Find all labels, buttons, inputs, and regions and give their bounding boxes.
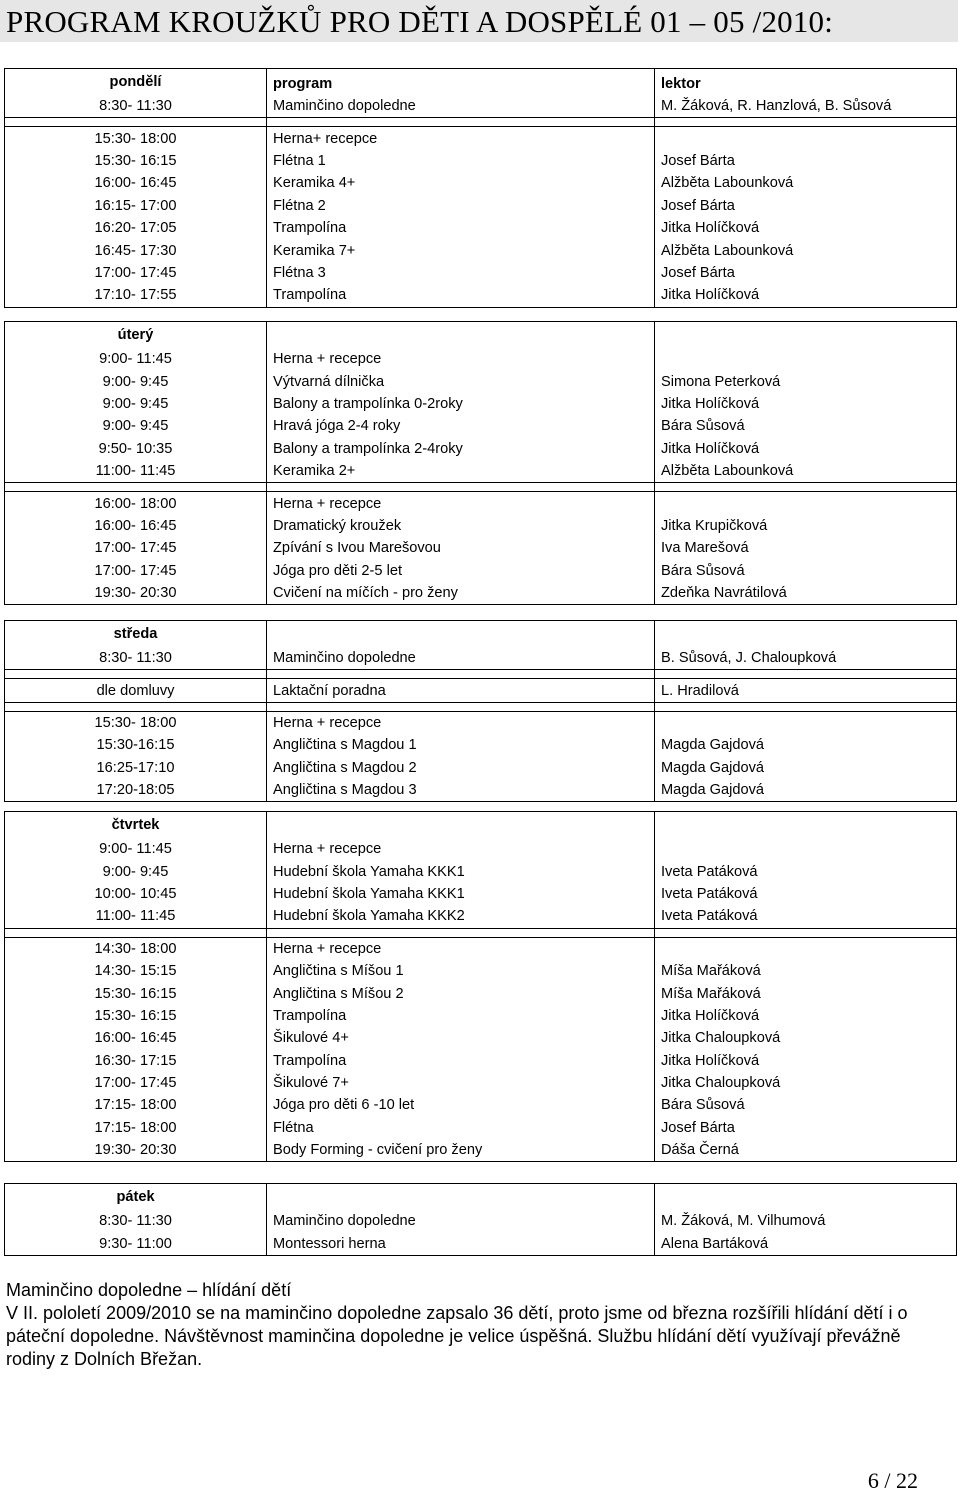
schedule-row <box>5 860 957 882</box>
lektor-cell: Zdeňka Navrátilová <box>655 582 957 605</box>
program-header <box>267 812 655 839</box>
lektor-cell: Jitka Chaloupková <box>655 1027 957 1049</box>
day-header-row <box>5 621 957 648</box>
schedule-row <box>5 734 957 756</box>
program-cell: Angličtina s Magdou 1 <box>267 734 655 756</box>
program-cell: Herna + recepce <box>267 492 655 515</box>
time-cell: 14:30- 15:15 <box>5 960 267 982</box>
lektor-cell: Bára Sůsová <box>655 1094 957 1116</box>
program-cell: Herna + recepce <box>267 348 655 370</box>
program-cell: Trampolína <box>267 284 655 307</box>
schedule-row <box>5 937 957 960</box>
lektor-cell: Josef Bárta <box>655 1117 957 1139</box>
day-name: čtvrtek <box>5 812 267 839</box>
time-cell: 17:20-18:05 <box>5 779 267 802</box>
lektor-cell: Alžběta Labounková <box>655 460 957 483</box>
page-title: PROGRAM KROUŽKŮ PRO DĚTI A DOSPĚLÉ 01 – 05 /2010: <box>6 4 834 39</box>
time-cell: 9:00- 11:45 <box>5 348 267 370</box>
time-cell: 8:30- 11:30 <box>5 1210 267 1232</box>
lektor-cell: Simona Peterková <box>655 370 957 392</box>
schedule-row <box>5 438 957 460</box>
program-cell: Herna + recepce <box>267 838 655 860</box>
lektor-cell: Josef Bárta <box>655 150 957 172</box>
program-cell: Trampolína <box>267 217 655 239</box>
day-header-row <box>5 812 957 839</box>
time-cell: 17:15- 18:00 <box>5 1117 267 1139</box>
lektor-header <box>655 621 957 648</box>
lektor-cell: Jitka Holíčková <box>655 284 957 307</box>
program-cell: Šikulové 4+ <box>267 1027 655 1049</box>
block-separator <box>5 118 957 127</box>
schedule-row <box>5 537 957 559</box>
program-cell: Hudební škola Yamaha KKK1 <box>267 860 655 882</box>
lektor-cell: M. Žáková, M. Vilhumová <box>655 1210 957 1232</box>
schedule-row <box>5 393 957 415</box>
program-cell: Jóga pro děti 6 -10 let <box>267 1094 655 1116</box>
lektor-cell: Iveta Patáková <box>655 905 957 928</box>
day-header-row <box>5 1184 957 1211</box>
block-separator <box>5 702 957 711</box>
block-separator <box>5 928 957 937</box>
program-cell: Jóga pro děti 2-5 let <box>267 560 655 582</box>
schedule-row <box>5 415 957 437</box>
program-cell: Angličtina s Míšou 1 <box>267 960 655 982</box>
time-cell: dle domluvy <box>5 679 267 702</box>
lektor-cell: Jitka Holíčková <box>655 438 957 460</box>
schedule-row <box>5 239 957 261</box>
time-cell: 19:30- 20:30 <box>5 582 267 605</box>
schedule-row <box>5 370 957 392</box>
lektor-cell <box>655 127 957 150</box>
note-body: V II. pololetí 2009/2010 se na maminčino dopoledne zapsalo 36 dětí, proto jsme od března rozšířili hlídání dětí i o páteční dopoledne. Návštěvnost maminčina dopoledne je velice úspěšná. Službu hlídání dětí využívají převážně rodiny z Dolních Břežan. <box>6 1303 908 1369</box>
lektor-cell: Alžběta Labounková <box>655 239 957 261</box>
schedule-row <box>5 348 957 370</box>
program-cell: Cvičení na míčích - pro ženy <box>267 582 655 605</box>
lektor-cell <box>655 492 957 515</box>
day-header-row <box>5 322 957 349</box>
program-cell: Flétna 2 <box>267 195 655 217</box>
schedule-row <box>5 779 957 802</box>
lektor-cell: Josef Bárta <box>655 195 957 217</box>
time-cell: 16:15- 17:00 <box>5 195 267 217</box>
lektor-header <box>655 1184 957 1211</box>
schedule-row <box>5 838 957 860</box>
schedule-row <box>5 905 957 928</box>
lektor-cell: L. Hradilová <box>655 679 957 702</box>
lektor-cell <box>655 348 957 370</box>
program-cell: Herna + recepce <box>267 711 655 734</box>
schedule-row <box>5 262 957 284</box>
program-cell: Angličtina s Magdou 2 <box>267 757 655 779</box>
program-cell: Flétna 3 <box>267 262 655 284</box>
note-title: Maminčino dopoledne – hlídání dětí <box>6 1280 292 1300</box>
time-cell: 16:00- 18:00 <box>5 492 267 515</box>
lektor-cell: Alžběta Labounková <box>655 172 957 194</box>
lektor-header <box>655 322 957 349</box>
schedule-row <box>5 757 957 779</box>
lektor-cell: Magda Gajdová <box>655 734 957 756</box>
program-cell: Keramika 2+ <box>267 460 655 483</box>
program-header <box>267 322 655 349</box>
time-cell: 15:30- 16:15 <box>5 150 267 172</box>
lektor-cell: Jitka Holíčková <box>655 217 957 239</box>
time-cell: 17:00- 17:45 <box>5 537 267 559</box>
program-cell: Flétna <box>267 1117 655 1139</box>
program-cell: Balony a trampolínka 2-4roky <box>267 438 655 460</box>
schedule-row <box>5 217 957 239</box>
time-cell: 17:00- 17:45 <box>5 262 267 284</box>
lektor-cell: Jitka Holíčková <box>655 393 957 415</box>
program-cell: Angličtina s Magdou 3 <box>267 779 655 802</box>
schedule-row <box>5 1232 957 1255</box>
schedule-row <box>5 284 957 307</box>
day-name: úterý <box>5 322 267 349</box>
schedule-row <box>5 172 957 194</box>
lektor-cell <box>655 937 957 960</box>
schedule-row <box>5 1094 957 1116</box>
program-cell: Hravá jóga 2-4 roky <box>267 415 655 437</box>
day-name: středa <box>5 621 267 648</box>
day-table <box>4 68 957 308</box>
program-cell: Maminčino dopoledne <box>267 95 655 118</box>
lektor-cell: Alena Bartáková <box>655 1232 957 1255</box>
time-cell: 9:00- 9:45 <box>5 393 267 415</box>
program-cell: Maminčino dopoledne <box>267 647 655 670</box>
schedule-row <box>5 1005 957 1027</box>
program-header <box>267 621 655 648</box>
time-cell: 14:30- 18:00 <box>5 937 267 960</box>
schedule-row <box>5 679 957 702</box>
schedule-row <box>5 95 957 118</box>
program-cell: Hudební škola Yamaha KKK1 <box>267 883 655 905</box>
time-cell: 16:45- 17:30 <box>5 239 267 261</box>
program-cell: Flétna 1 <box>267 150 655 172</box>
schedule-row <box>5 647 957 670</box>
time-cell: 16:00- 16:45 <box>5 172 267 194</box>
program-cell: Dramatický kroužek <box>267 515 655 537</box>
lektor-cell <box>655 711 957 734</box>
lektor-header <box>655 812 957 839</box>
time-cell: 15:30- 16:15 <box>5 1005 267 1027</box>
program-cell: Body Forming - cvičení pro ženy <box>267 1139 655 1162</box>
schedule-row <box>5 1050 957 1072</box>
lektor-cell: Jitka Chaloupková <box>655 1072 957 1094</box>
schedule-row <box>5 1027 957 1049</box>
time-cell: 16:20- 17:05 <box>5 217 267 239</box>
program-cell: Herna + recepce <box>267 937 655 960</box>
program-cell: Šikulové 7+ <box>267 1072 655 1094</box>
time-cell: 11:00- 11:45 <box>5 460 267 483</box>
day-name: pátek <box>5 1184 267 1211</box>
lektor-cell: Bára Sůsová <box>655 415 957 437</box>
lektor-cell: Bára Sůsová <box>655 560 957 582</box>
time-cell: 16:00- 16:45 <box>5 515 267 537</box>
time-cell: 8:30- 11:30 <box>5 647 267 670</box>
time-cell: 19:30- 20:30 <box>5 1139 267 1162</box>
time-cell: 9:00- 9:45 <box>5 415 267 437</box>
program-cell: Zpívání s Ivou Marešovou <box>267 537 655 559</box>
schedule-row <box>5 982 957 1004</box>
lektor-cell: Jitka Holíčková <box>655 1050 957 1072</box>
program-cell: Balony a trampolínka 0-2roky <box>267 393 655 415</box>
schedule-row <box>5 515 957 537</box>
schedule-row <box>5 560 957 582</box>
time-cell: 9:30- 11:00 <box>5 1232 267 1255</box>
lektor-cell: Iva Marešová <box>655 537 957 559</box>
schedule-row <box>5 1139 957 1162</box>
program-cell: Laktační poradna <box>267 679 655 702</box>
time-cell: 17:00- 17:45 <box>5 560 267 582</box>
lektor-cell: Magda Gajdová <box>655 757 957 779</box>
schedule-row <box>5 150 957 172</box>
schedule-row <box>5 1117 957 1139</box>
lektor-cell: Jitka Holíčková <box>655 1005 957 1027</box>
program-cell: Výtvarná dílnička <box>267 370 655 392</box>
program-header: program <box>267 69 655 96</box>
time-cell: 16:30- 17:15 <box>5 1050 267 1072</box>
program-cell: Herna+ recepce <box>267 127 655 150</box>
day-header-row <box>5 69 957 96</box>
page-number: 6 / 22 <box>867 1468 918 1493</box>
day-name: pondělí <box>5 69 267 96</box>
lektor-cell: Josef Bárta <box>655 262 957 284</box>
schedule-row <box>5 883 957 905</box>
lektor-cell: Magda Gajdová <box>655 779 957 802</box>
day-table <box>4 620 957 802</box>
schedule-row <box>5 492 957 515</box>
program-cell: Angličtina s Míšou 2 <box>267 982 655 1004</box>
program-cell: Montessori herna <box>267 1232 655 1255</box>
schedule-row <box>5 195 957 217</box>
time-cell: 17:00- 17:45 <box>5 1072 267 1094</box>
time-cell: 15:30-16:15 <box>5 734 267 756</box>
time-cell: 15:30- 18:00 <box>5 127 267 150</box>
schedule-row <box>5 1210 957 1232</box>
program-cell: Keramika 4+ <box>267 172 655 194</box>
program-cell: Trampolína <box>267 1050 655 1072</box>
time-cell: 9:00- 11:45 <box>5 838 267 860</box>
program-cell: Maminčino dopoledne <box>267 1210 655 1232</box>
lektor-cell: M. Žáková, R. Hanzlová, B. Sůsová <box>655 95 957 118</box>
day-table <box>4 1183 957 1256</box>
schedule-row <box>5 582 957 605</box>
time-cell: 15:30- 16:15 <box>5 982 267 1004</box>
program-cell: Trampolína <box>267 1005 655 1027</box>
block-separator <box>5 670 957 679</box>
time-cell: 11:00- 11:45 <box>5 905 267 928</box>
schedule-row <box>5 711 957 734</box>
time-cell: 15:30- 18:00 <box>5 711 267 734</box>
time-cell: 9:00- 9:45 <box>5 370 267 392</box>
time-cell: 8:30- 11:30 <box>5 95 267 118</box>
time-cell: 17:15- 18:00 <box>5 1094 267 1116</box>
program-cell: Keramika 7+ <box>267 239 655 261</box>
lektor-cell: Jitka Krupičková <box>655 515 957 537</box>
schedule-row <box>5 460 957 483</box>
block-separator <box>5 483 957 492</box>
time-cell: 17:10- 17:55 <box>5 284 267 307</box>
program-cell: Hudební škola Yamaha KKK2 <box>267 905 655 928</box>
time-cell: 10:00- 10:45 <box>5 883 267 905</box>
program-header <box>267 1184 655 1211</box>
lektor-cell: Dáša Černá <box>655 1139 957 1162</box>
schedule-row <box>5 127 957 150</box>
time-cell: 16:00- 16:45 <box>5 1027 267 1049</box>
lektor-cell: Míša Mařáková <box>655 982 957 1004</box>
day-table <box>4 811 957 1162</box>
lektor-cell: Iveta Patáková <box>655 860 957 882</box>
time-cell: 16:25-17:10 <box>5 757 267 779</box>
time-cell: 9:00- 9:45 <box>5 860 267 882</box>
lektor-cell: B. Sůsová, J. Chaloupková <box>655 647 957 670</box>
lektor-cell: Iveta Patáková <box>655 883 957 905</box>
lektor-cell: Míša Mařáková <box>655 960 957 982</box>
lektor-header: lektor <box>655 69 957 96</box>
day-table <box>4 321 957 605</box>
schedule-row <box>5 960 957 982</box>
lektor-cell <box>655 838 957 860</box>
time-cell: 9:50- 10:35 <box>5 438 267 460</box>
schedule-row <box>5 1072 957 1094</box>
